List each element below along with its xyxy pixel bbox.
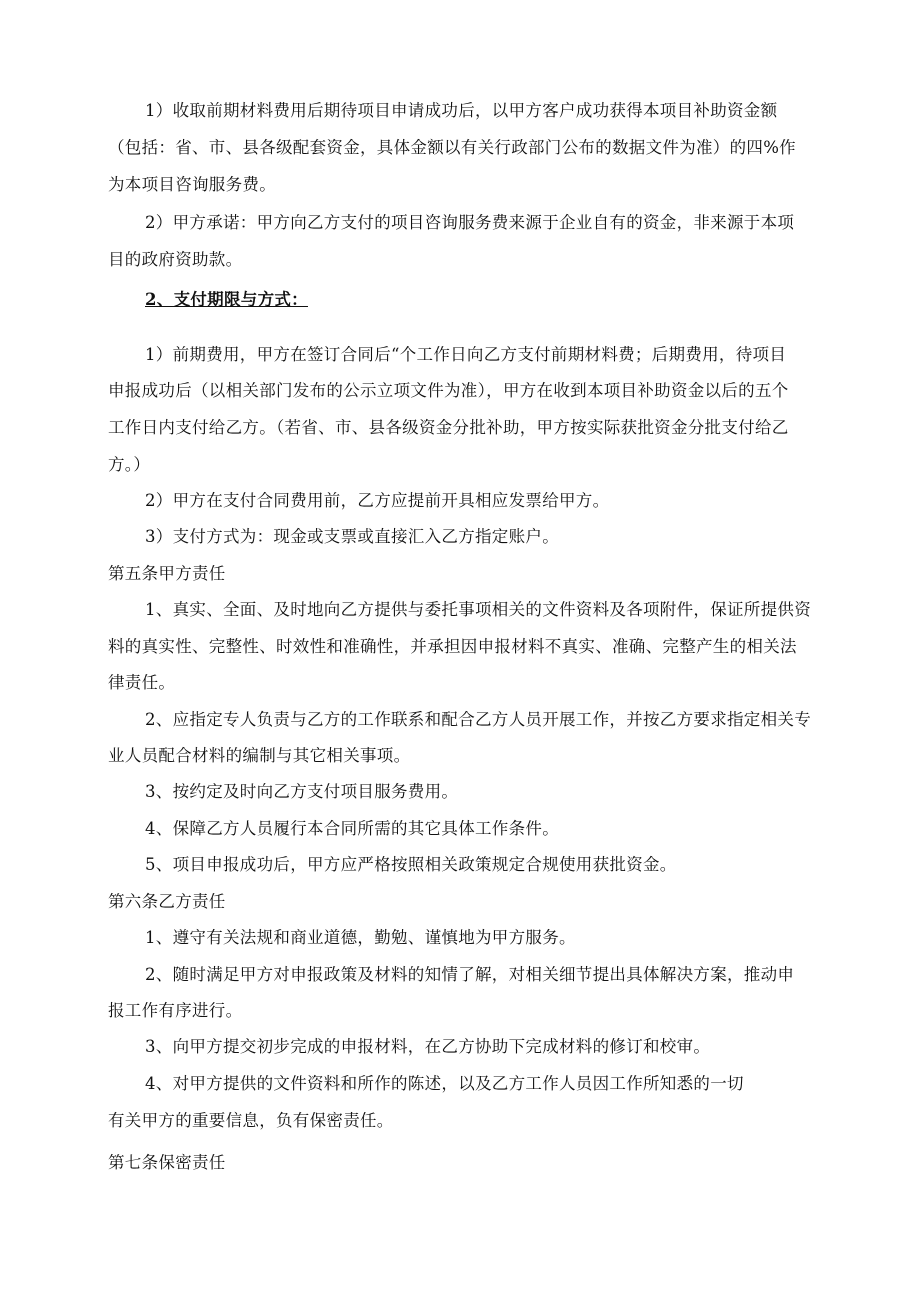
paragraph-line: 业人员配合材料的编制与其它相关事项。 [108,746,411,765]
paragraph-line: 4、保障乙方人员履行本合同所需的其它具体工作条件。 [145,819,559,838]
paragraph-line: 1）收取前期材料费用后期待项目申请成功后，以甲方客户成功获得本项目补助资金额 [145,101,778,120]
paragraph-line: 2）甲方在支付合同费用前，乙方应提前开具相应发票给甲方。 [145,491,610,510]
paragraph-line: 有关甲方的重要信息，负有保密责任。 [108,1111,394,1130]
paragraph-line: 2、随时满足甲方对申报政策及材料的知情了解，对相关细节提出具体解决方案，推动申 [145,965,795,984]
paragraph-line: 3、按约定及时向乙方支付项目服务费用。 [145,782,459,801]
paragraph-line: 4、对甲方提供的文件资料和所作的陈述，以及乙方工作人员因工作所知悉的一切 [145,1074,744,1093]
paragraph-line: 3）支付方式为：现金或支票或直接汇入乙方指定账户。 [145,527,559,546]
paragraph-line: 方。） [108,455,151,474]
article-heading: 第六条乙方责任 [108,892,226,911]
paragraph-line: 2）甲方承诺：甲方向乙方支付的项目咨询服务费来源于企业自有的资金，非来源于本项 [145,213,795,232]
paragraph-line: 律责任。 [108,673,176,692]
article-heading: 第五条甲方责任 [108,564,226,583]
paragraph-line: 1、真实、全面、及时地向乙方提供与委托事项相关的文件资料及各项附件，保证所提供资 [145,600,811,619]
paragraph-line: 为本项目咨询服务费。 [108,175,276,194]
paragraph-line: 申报成功后（以相关部门发布的公示立项文件为准），甲方在收到本项目补助资金以后的五个 [108,381,789,400]
paragraph-line: （包括：省、市、县各级配套资金，具体金额以有关行政部门公布的数据文件为准）的四%作 [108,138,796,157]
paragraph-line: 5、项目申报成功后，甲方应严格按照相关政策规定合规使用获批资金。 [145,855,677,874]
paragraph-line: 3、向甲方提交初步完成的申报材料，在乙方协助下完成材料的修订和校审。 [145,1037,711,1056]
paragraph-line: 2、应指定专人负责与乙方的工作联系和配合乙方人员开展工作，并按乙方要求指定相关专 [145,710,811,729]
paragraph-line: 料的真实性、完整性、时效性和准确性，并承担因申报材料不真实、准确、完整产生的相关法 [108,637,797,656]
section-heading: 2、支付期限与方式： [145,290,308,309]
paragraph-line: 1、遵守有关法规和商业道德，勤勉、谨慎地为甲方服务。 [145,928,576,947]
article-heading: 第七条保密责任 [108,1153,226,1172]
paragraph-line: 报工作有序进行。 [108,1001,243,1020]
paragraph-line: 1）前期费用，甲方在签订合同后“个工作日向乙方支付前期材料费；后期费用，待项目 [145,345,787,364]
paragraph-line: 目的政府资助款。 [108,250,243,269]
paragraph-line: 工作日内支付给乙方。（若省、市、县各级资金分批补助，甲方按实际获批资金分批支付给乙 [108,418,789,437]
